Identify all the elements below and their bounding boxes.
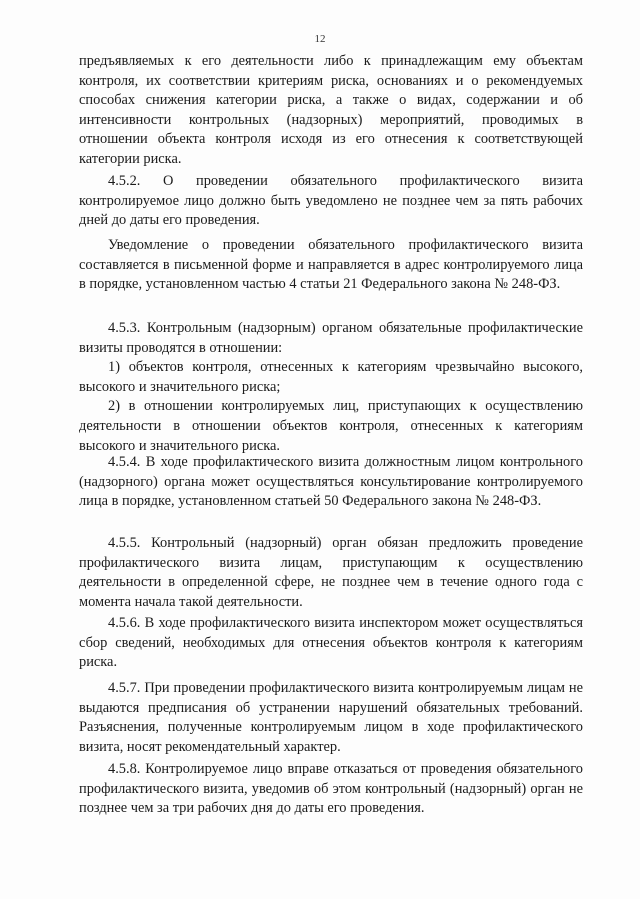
paragraph-4-5-2	[79, 172, 583, 231]
paragraph-text: 4.5.6. В ходе профилактического визита инспектором может осуществляться сбор сведений, необходимых для отнесения объектов контроля к категориям риска.	[79, 615, 583, 671]
page-number: 12	[314, 33, 326, 45]
paragraph-text: 4.5.8. Контролируемое лицо вправе отказаться от проведения обязательного профилактического визита, уведомив об этом контрольный (надзорный) орган не позднее чем за три рабочих дня до даты его проведения.	[79, 761, 583, 817]
paragraph-4-5-8	[79, 760, 583, 819]
paragraph-text: 4.5.7. При проведении профилактического визита контролируемым лицам не выдаются предписания об устранении нарушений обязательных требований. Разъяснения, полученные контролируемым лицом в ходе профилактического визита, носят рекомендательный характер.	[79, 680, 583, 755]
list-item-2: 2) в отношении контролируемых лиц, приступающих к осуществлению деятельности в отношении объектов контроля, отнесенных к категориям высокого и значительного риска.	[79, 398, 583, 454]
paragraph-text: 4.5.2. О проведении обязательного профилактического визита контролируемое лицо должно быть уведомлено не позднее чем за пять рабочих дней до даты его проведения.	[79, 173, 583, 229]
list-item-1: 1) объектов контроля, отнесенных к категориям чрезвычайно высокого, высокого и значительного риска;	[79, 359, 583, 395]
paragraph-4-5-6	[79, 614, 583, 673]
paragraph-text: предъявляемых к его деятельности либо к принадлежащим ему объектам контроля, их соответствии критериям риска, основаниях и о рекомендуемых способах снижения категории риска, а также о видах, содержании и об интенсивности контрольных (надзорных) мероприятий, проводимых в отношении объекта контроля исходя из его отнесения к соответствующей категории риска.	[79, 53, 583, 167]
paragraph-4-5-4	[79, 453, 583, 512]
paragraph-notification	[79, 236, 583, 295]
paragraph-text: Уведомление о проведении обязательного профилактического визита составляется в письменной форме и направляется в адрес контролируемого лица в порядке, установленном частью 4 статьи 21 Федерального закона № 248-ФЗ.	[79, 237, 583, 293]
paragraph-continued	[79, 52, 583, 170]
paragraph-4-5-5	[79, 534, 583, 612]
paragraph-text: 4.5.5. Контрольный (надзорный) орган обязан предложить проведение профилактического визита лицам, приступающим к осуществлению деятельности в определенной сфере, не позднее чем в течение одного года с момента начала такой деятельности.	[79, 535, 583, 610]
paragraph-text: 4.5.3. Контрольным (надзорным) органом обязательные профилактические визиты проводятся в отношении:	[79, 320, 583, 356]
paragraph-4-5-7	[79, 679, 583, 757]
paragraph-text: 4.5.4. В ходе профилактического визита должностным лицом контрольного (надзорного) органа может осуществляться консультирование контролируемого лица в порядке, установленном статьей 50 Федерального закона № 248-ФЗ.	[79, 454, 583, 510]
paragraph-4-5-3	[79, 319, 583, 456]
